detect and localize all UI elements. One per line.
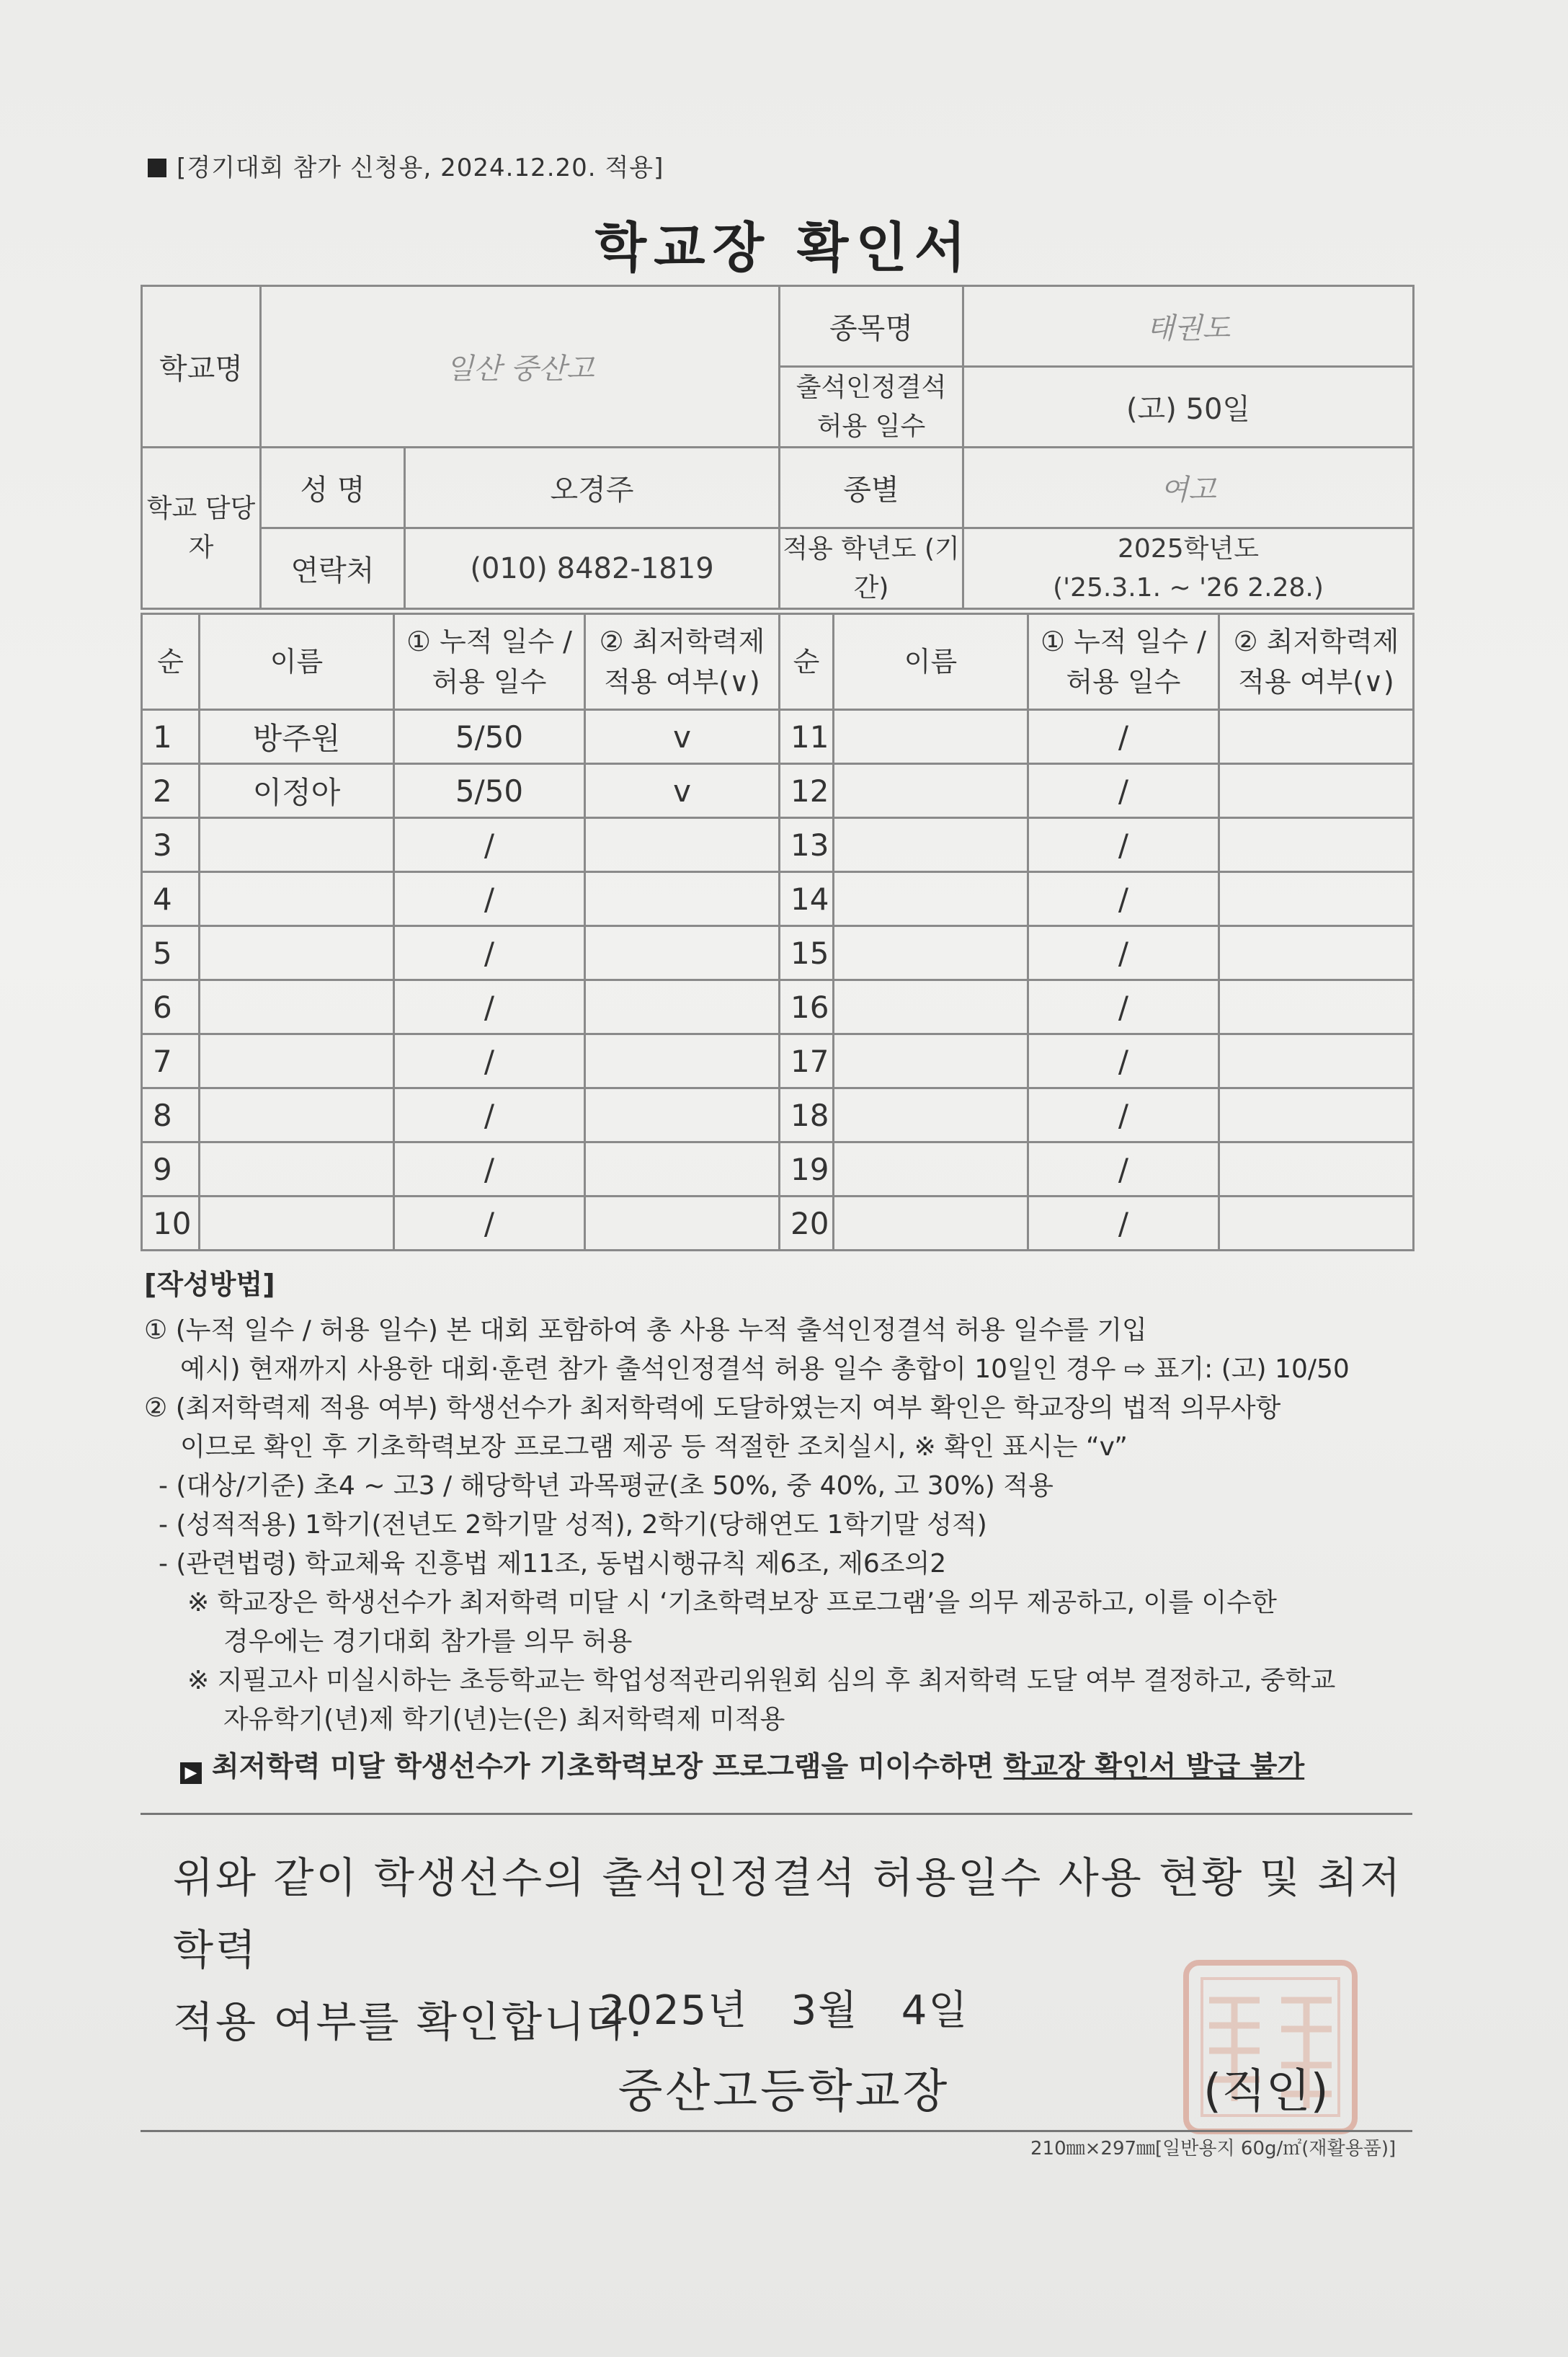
year-cell	[963, 528, 1414, 609]
document-title: 학교장 확인서	[594, 217, 974, 279]
roster-name	[200, 1142, 394, 1197]
roster-min-check	[1219, 1197, 1414, 1251]
roster-no: 6	[142, 980, 200, 1034]
roster-name	[200, 1197, 394, 1251]
roster-name	[834, 872, 1028, 926]
roster-no: 15	[780, 926, 834, 980]
roster-name	[834, 1197, 1028, 1251]
guide-final-note	[144, 1748, 1412, 1787]
roster-days: /	[394, 926, 585, 980]
square-bullet-icon	[148, 159, 166, 177]
roster-row	[142, 1034, 1414, 1088]
col-name-header-2: 이름	[834, 614, 1028, 710]
roster-days: 5/50	[394, 710, 585, 764]
roster-min-check	[1219, 710, 1414, 764]
roster-row	[142, 1142, 1414, 1197]
roster-min-check	[585, 818, 780, 872]
roster-no: 5	[142, 926, 200, 980]
roster-name	[200, 818, 394, 872]
roster-days: /	[1028, 1197, 1219, 1251]
roster-days: /	[1028, 710, 1219, 764]
confirmation-line: 위와 같이 학생선수의 출석인정결석 허용일수 사용 현황 및 최저학력	[173, 1853, 1403, 1974]
roster-name	[834, 980, 1028, 1034]
roster-no: 20	[780, 1197, 834, 1251]
roster-no: 18	[780, 1088, 834, 1142]
school-label: 학교명	[142, 286, 261, 448]
roster-no: 14	[780, 872, 834, 926]
roster-name	[834, 818, 1028, 872]
roster-min-check	[1219, 1142, 1414, 1197]
roster-days: /	[1028, 980, 1219, 1034]
roster-no: 13	[780, 818, 834, 872]
guide-line: - (관련법령) 학교체육 진흥법 제11조, 동법시행규칙 제6조, 제6조의2	[159, 1549, 947, 1579]
issue-date: 2025년 3월 4일	[599, 1987, 969, 2034]
roster-row	[142, 926, 1414, 980]
staff-label: 학교 담당자	[142, 448, 261, 609]
roster-no: 12	[780, 764, 834, 818]
guide-line: 자유학기(년)제 학기(년)는(은) 최저학력제 미적용	[223, 1705, 785, 1734]
roster-days: /	[1028, 1142, 1219, 1197]
roster-row	[142, 1088, 1414, 1142]
roster-no: 19	[780, 1142, 834, 1197]
writing-guide	[144, 1265, 1412, 1787]
guide-heading: [작성방법]	[144, 1269, 275, 1300]
roster-days: /	[394, 872, 585, 926]
roster-days: /	[1028, 1034, 1219, 1088]
roster-min-check	[1219, 764, 1414, 818]
roster-min-check	[585, 980, 780, 1034]
roster-name	[834, 710, 1028, 764]
roster-min-check	[585, 872, 780, 926]
bottom-rule	[141, 2130, 1412, 2132]
guide-final-emphasis: 학교장 확인서 발급 불가	[1003, 1751, 1305, 1783]
roster-no: 8	[142, 1088, 200, 1142]
roster-row	[142, 872, 1414, 926]
guide-line: 예시) 현재까지 사용한 대회·훈련 참가 출석인정결석 허용 일수 총합이 10일인 경우 ⇨ 표기: (고) 10/50	[180, 1354, 1350, 1384]
roster-name	[834, 1088, 1028, 1142]
roster-name	[834, 764, 1028, 818]
roster-min-check	[1219, 818, 1414, 872]
roster-no: 11	[780, 710, 834, 764]
roster-days: /	[1028, 1088, 1219, 1142]
name-label: 성 명	[261, 448, 405, 528]
roster-no: 3	[142, 818, 200, 872]
roster-name	[200, 1034, 394, 1088]
year-label: 적용 학년도 (기간)	[780, 528, 963, 609]
roster-name: 방주원	[200, 710, 394, 764]
roster-no: 10	[142, 1197, 200, 1251]
guide-line: 경우에는 경기대회 참가를 의무 허용	[223, 1627, 633, 1656]
guide-line: - (성적적용) 1학기(전년도 2학기말 성적), 2학기(당해연도 1학기말 성적)	[159, 1510, 987, 1540]
event-label: 종목명	[780, 286, 963, 367]
roster-days: /	[394, 818, 585, 872]
roster-name	[200, 980, 394, 1034]
roster-days: /	[1028, 764, 1219, 818]
roster-row	[142, 980, 1414, 1034]
col-days-header-2: ① 누적 일수 / 허용 일수	[1028, 614, 1219, 710]
guide-line: ② (최저학력제 적용 여부) 학생선수가 최저학력에 도달하였는지 여부 확인은 학교장의 법적 의무사항	[144, 1393, 1281, 1423]
col-no-header-2: 순	[780, 614, 834, 710]
col-min-header-2: ② 최저학력제 적용 여부(∨)	[1219, 614, 1414, 710]
arrow-box-icon: ▶	[180, 1762, 202, 1784]
roster-days: /	[1028, 818, 1219, 872]
absence-value: (고) 50일	[963, 367, 1414, 448]
roster-name	[834, 1142, 1028, 1197]
roster-name	[834, 1034, 1028, 1088]
form-usage-note	[148, 148, 664, 183]
col-min-header: ② 최저학력제 적용 여부(∨)	[585, 614, 780, 710]
roster-row	[142, 710, 1414, 764]
seal-label: (직인)	[1203, 2065, 1329, 2118]
roster-days: /	[1028, 926, 1219, 980]
col-name-header: 이름	[200, 614, 394, 710]
roster-min-check: v	[585, 710, 780, 764]
roster-days: /	[394, 1142, 585, 1197]
divider-line	[141, 1813, 1412, 1815]
year-period: ('25.3.1. ~ '26 2.28.)	[1053, 572, 1324, 603]
roster-table	[141, 613, 1415, 1251]
roster-row	[142, 818, 1414, 872]
roster-min-check	[1219, 926, 1414, 980]
roster-min-check	[585, 1088, 780, 1142]
roster-name	[200, 872, 394, 926]
roster-name	[834, 926, 1028, 980]
name-value: 오경주	[405, 448, 780, 528]
info-table	[141, 285, 1415, 610]
roster-days: /	[394, 1034, 585, 1088]
roster-min-check	[1219, 1034, 1414, 1088]
roster-days: /	[394, 980, 585, 1034]
contact-value: (010) 8482-1819	[405, 528, 780, 609]
contact-label: 연락처	[261, 528, 405, 609]
guide-line: ※ 지필고사 미실시하는 초등학교는 학업성적관리위원회 심의 후 최저학력 도달 여부 결정하고, 중학교	[187, 1666, 1336, 1695]
roster-no: 16	[780, 980, 834, 1034]
roster-no: 7	[142, 1034, 200, 1088]
roster-days: /	[394, 1197, 585, 1251]
roster-min-check	[585, 926, 780, 980]
roster-header-row	[142, 614, 1414, 710]
absence-label: 출석인정결석 허용 일수	[780, 367, 963, 448]
event-value: 태권도	[963, 286, 1414, 367]
paper-spec-note: 210㎜×297㎜[일반용지 60g/㎡(재활용품)]	[1030, 2138, 1396, 2160]
roster-min-check	[1219, 1088, 1414, 1142]
roster-no: 2	[142, 764, 200, 818]
form-usage-note-text: [경기대회 참가 신청용, 2024.12.20. 적용]	[177, 154, 664, 182]
roster-no: 4	[142, 872, 200, 926]
gender-value: 여고	[963, 448, 1414, 528]
year-value: 2025학년도	[1118, 533, 1259, 564]
roster-min-check	[585, 1034, 780, 1088]
roster-name: 이정아	[200, 764, 394, 818]
roster-min-check: v	[585, 764, 780, 818]
roster-days: 5/50	[394, 764, 585, 818]
gender-label: 종별	[780, 448, 963, 528]
roster-days: /	[1028, 872, 1219, 926]
roster-days: /	[394, 1088, 585, 1142]
roster-body	[142, 710, 1414, 1251]
school-value: 일산 중산고	[261, 286, 780, 448]
roster-min-check	[585, 1197, 780, 1251]
roster-min-check	[1219, 980, 1414, 1034]
roster-name	[200, 1088, 394, 1142]
guide-final-text: 최저학력 미달 학생선수가 기초학력보장 프로그램을 미이수하면	[212, 1751, 1004, 1783]
col-days-header: ① 누적 일수 / 허용 일수	[394, 614, 585, 710]
guide-line: ※ 학교장은 학생선수가 최저학력 미달 시 ‘기초학력보장 프로그램’을 의무 제공하고, 이를 이수한	[187, 1588, 1277, 1617]
confirmation-line: 적용 여부를 확인합니다.	[173, 1997, 645, 2046]
guide-line: 이므로 확인 후 기초학력보장 프로그램 제공 등 적절한 조치실시, ※ 확인 표시는 “v”	[180, 1432, 1128, 1462]
col-no-header: 순	[142, 614, 200, 710]
roster-no: 9	[142, 1142, 200, 1197]
roster-no: 17	[780, 1034, 834, 1088]
roster-row	[142, 1197, 1414, 1251]
roster-min-check	[1219, 872, 1414, 926]
roster-min-check	[585, 1142, 780, 1197]
roster-row	[142, 764, 1414, 818]
principal-title: 중산고등학교장	[618, 2065, 950, 2118]
guide-line: - (대상/기준) 초4 ~ 고3 / 해당학년 과목평균(초 50%, 중 40%, 고 30%) 적용	[159, 1471, 1054, 1501]
guide-line: ① (누적 일수 / 허용 일수) 본 대회 포함하여 총 사용 누적 출석인정결석 허용 일수를 기입	[144, 1315, 1147, 1345]
roster-name	[200, 926, 394, 980]
roster-no: 1	[142, 710, 200, 764]
